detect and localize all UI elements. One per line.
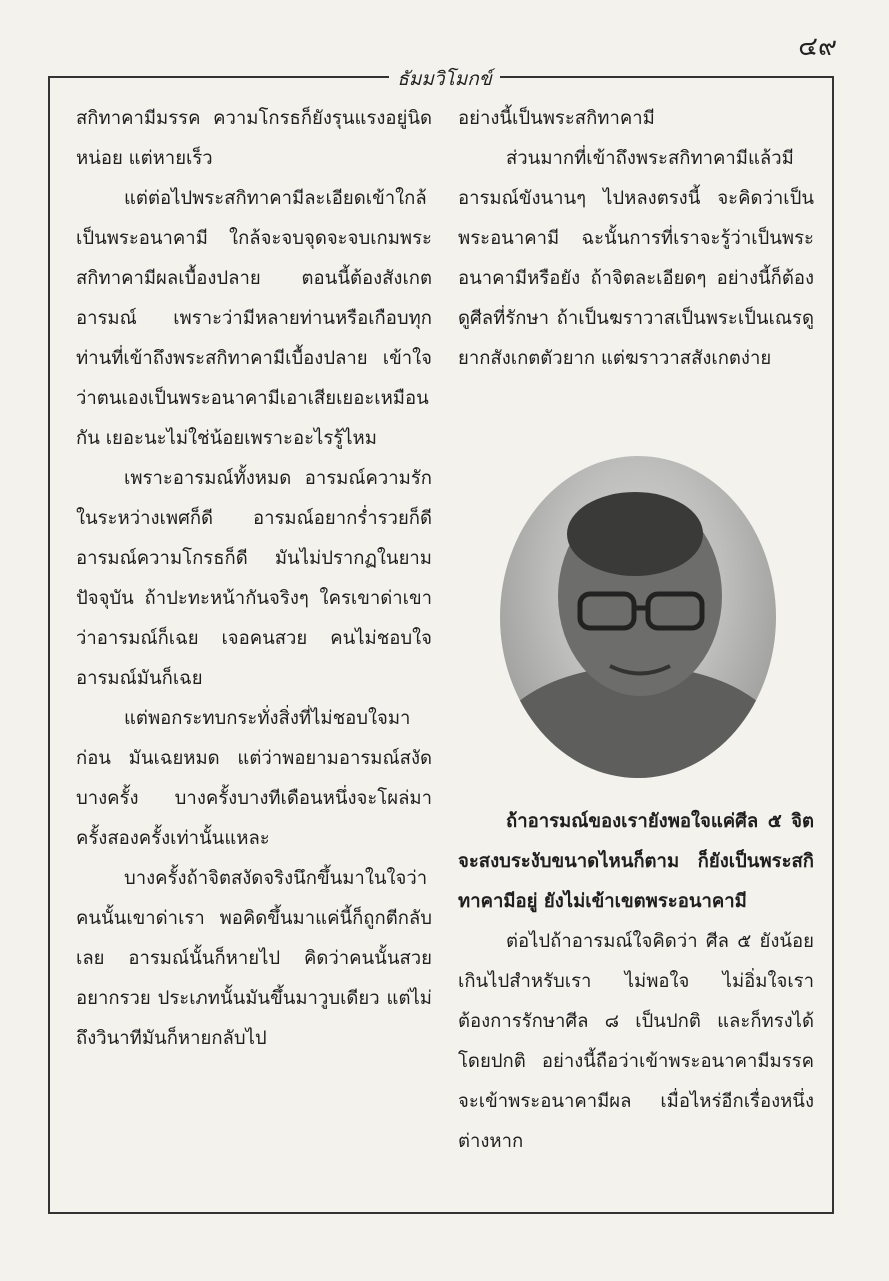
left-column [76, 99, 432, 1059]
paragraph: แต่ต่อไปพระสกิทาคามีละเอียดเข้าใกล้เป็นพระอนาคามี ใกล้จะจบจุดจะจบเกมพระสกิทาคามีผลเบื้องปลาย ตอนนี้ต้องสังเกตอารมณ์ เพราะว่ามีหลายท่านหรือเกือบทุกท่านที่เข้าถึงพระสกิทาคามีเบื้องปลาย เข้าใจว่าตนเองเป็นพระอนาคามีเอาเสียเยอะเหมือนกัน เยอะนะไม่ใช่น้อยเพราะอะไรรู้ไหม [76, 188, 432, 449]
right-column-bottom [458, 802, 814, 1162]
monk-portrait-photo [500, 456, 776, 778]
paragraph: เพราะอารมณ์ทั้งหมด อารมณ์ความรักในระหว่างเพศก็ดี อารมณ์อยากร่ำรวยก็ดี อารมณ์ความโกรธก็ดี มันไม่ปรากฏในยามปัจจุบัน ถ้าปะทะหน้ากันจริงๆ ใครเขาด่าเขาว่าอารมณ์ก็เฉย เจอคนสวย คนไม่ชอบใจ อารมณ์มันก็เฉย [76, 468, 432, 689]
running-title-bar [0, 64, 889, 94]
paragraph: ส่วนมากที่เข้าถึงพระสกิทาคามีแล้วมีอารมณ์ขังนานๆ ไปหลงตรงนี้ จะคิดว่าเป็นพระอนาคามี ฉะนั้นการที่เราจะรู้ว่าเป็นพระอนาคามีหรือยัง ถ้าจิตละเอียดๆ อย่างนี้ก็ต้องดูศีลที่รักษา ถ้าเป็นฆราวาสเป็นพระเป็นเณรดูยากสังเกตตัวยาก แต่ฆราวาสสังเกตง่าย [458, 148, 814, 369]
paragraph: ต่อไปถ้าอารมณ์ใจคิดว่า ศีล ๕ ยังน้อยเกินไปสำหรับเรา ไม่พอใจ ไม่อิ่มใจเราต้องการรักษาศีล ๘ เป็นปกติ และก็ทรงได้โดยปกติ อย่างนี้ถือว่าเข้าพระอนาคามีมรรค จะเข้าพระอนาคามีผล เมื่อไหร่อีกเรื่องหนึ่งต่างหาก [458, 931, 814, 1152]
paragraph: บางครั้งถ้าจิตสงัดจริงนึกขึ้นมาในใจว่า คนนั้นเขาด่าเรา พอคิดขึ้นมาแค่นี้ก็ถูกตีกลับเลย อารมณ์นั้นก็หายไป คิดว่าคนนั้นสวย อยากรวย ประเภทนั้นมันขึ้นมาวูบเดียว แต่ไม่ถึงวินาทีมันก็หายกลับไป [76, 868, 432, 1049]
running-title: ธัมมวิโมกข์ [389, 64, 500, 94]
paragraph: อย่างนี้เป็นพระสกิทาคามี [458, 108, 655, 129]
page-number: ๔๙ [798, 32, 837, 62]
paragraph: สกิทาคามีมรรค ความโกรธก็ยังรุนแรงอยู่นิดหน่อย แต่หายเร็ว [76, 108, 432, 169]
paragraph: แต่พอกระทบกระทั่งสิ่งที่ไม่ชอบใจมาก่อน มันเฉยหมด แต่ว่าพอยามอารมณ์สงัดบางครั้ง บางครั้งบางทีเดือนหนึ่งจะโผล่มาครั้งสองครั้งเท่านั้นแหละ [76, 708, 432, 849]
right-column-top [458, 99, 814, 379]
emphasized-paragraph: ถ้าอารมณ์ของเรายังพอใจแค่ศีล ๕ จิตจะสงบระงับขนาดไหนก็ตาม ก็ยังเป็นพระสกิทาคามีอยู่ ยังไม่เข้าเขตพระอนาคามี [458, 811, 814, 912]
portrait-illustration [500, 456, 776, 778]
